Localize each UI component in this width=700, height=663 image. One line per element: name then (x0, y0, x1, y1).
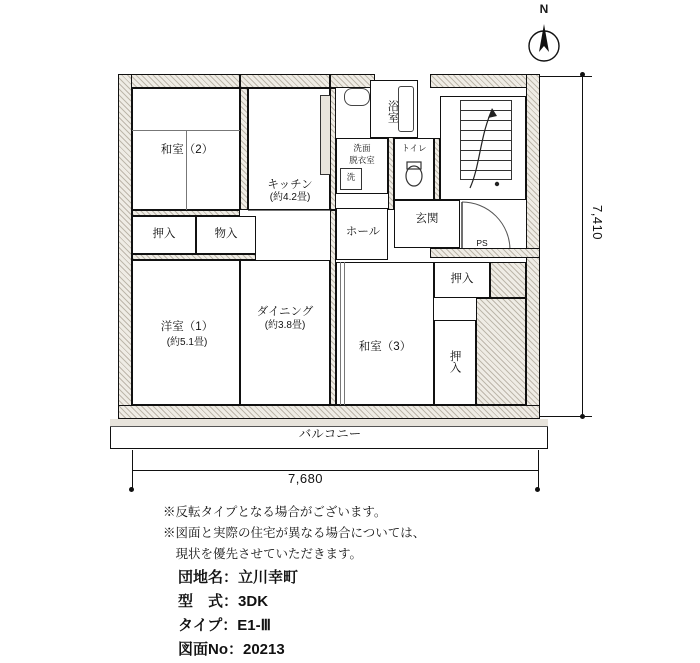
wall-top-kitchen (330, 74, 375, 88)
label-ps: PS (476, 238, 488, 248)
label-oshiire-right-bottom (448, 333, 461, 389)
label-yoshitsu1: 洋室（1） (160, 321, 214, 333)
wall-bottom-outer (118, 405, 540, 419)
wall-right-outer-lower (526, 254, 540, 419)
label-yokushitsu-2: 室 (386, 111, 399, 123)
wall-right-inner-block (476, 298, 526, 405)
spec-row-taipu (178, 613, 271, 639)
spec-key-danchi: 団地名： (178, 569, 239, 586)
spec-value-taipu: E1-Ⅲ (237, 617, 271, 634)
wall-ps-band (430, 248, 540, 258)
wall-left-outer (118, 74, 132, 419)
wall-right-corner-block (490, 262, 526, 298)
compass-needle-icon (528, 18, 560, 68)
label-yoshitsu1-size: (約5.1畳) (166, 337, 208, 348)
fusuma-line-1 (340, 262, 341, 405)
note-line-2: ※図面と実際の住宅が異なる場合については、 (163, 526, 426, 540)
room-dining (240, 260, 330, 405)
note-line-1: ※反転タイプとなる場合がございます。 (163, 505, 387, 519)
dim-ext-top (540, 76, 586, 77)
label-dining: ダイニング (256, 306, 314, 318)
wall-top-right (430, 74, 540, 88)
label-balcony: バルコニー (298, 427, 362, 441)
label-oshiire-left: 押入 (152, 228, 176, 240)
spec-value-zumen: 20213 (243, 641, 285, 658)
dim-value-height: 7,410 (590, 205, 605, 241)
label-yokushitsu (386, 88, 399, 134)
dim-line-vertical (582, 76, 583, 416)
label-senmen-2: 脱衣室 (349, 155, 375, 165)
label-dining-size: (約3.8畳) (264, 320, 306, 331)
label-senmen-1: 洗面 (353, 143, 371, 153)
balcony-rail (110, 419, 548, 427)
dim-ext-left (132, 450, 133, 490)
label-washitsu3: 和室（3） (358, 341, 412, 353)
room-washitsu3 (336, 262, 434, 405)
label-yokushitsu-1: 浴 (386, 99, 399, 111)
label-kitchen: キッチン (267, 179, 313, 191)
spec-row-danchi (178, 565, 298, 591)
sink-icon (344, 88, 370, 106)
label-toilet: トイレ (401, 143, 427, 153)
label-oshiire-right-top: 押入 (450, 273, 474, 285)
dim-value-width: 7,680 (288, 471, 324, 486)
bathtub-icon (398, 86, 414, 132)
spec-key-zumen: 図面No： (178, 641, 243, 658)
spec-value-type: 3DK (238, 593, 269, 610)
wall-washitsu2-kitchen (240, 88, 248, 210)
compass-rose (528, 2, 560, 68)
label-hall: ホール (345, 226, 381, 238)
dim-ext-right (538, 450, 539, 490)
spec-row-type (178, 589, 268, 615)
opening-kitchen-dining (248, 210, 330, 211)
label-genkan: 玄関 (415, 213, 439, 225)
wall-top-left (118, 74, 240, 88)
label-kitchen-size: (約4.2畳) (269, 192, 311, 203)
tatami-line-2 (186, 130, 187, 210)
toilet-icon (402, 160, 426, 192)
spec-key-type: 型 式： (178, 593, 239, 610)
fusuma-line-2 (344, 262, 345, 405)
label-washitsu2: 和室（2） (160, 144, 214, 156)
label-oshiire-rb-2: 入 (448, 361, 461, 373)
compass-north-label: N (539, 2, 549, 16)
dim-line-horizontal (132, 470, 538, 471)
stair-direction-arrow-icon (440, 96, 526, 200)
spec-key-taipu: タイプ： (178, 617, 238, 634)
label-monoire: 物入 (214, 228, 238, 240)
wall-right-outer-upper (526, 74, 540, 254)
note-line-3: 現状を優先させていただきます。 (163, 547, 363, 561)
label-oshiire-rb-1: 押 (448, 349, 461, 361)
dim-ext-bottom (540, 416, 586, 417)
spec-value-danchi: 立川幸町 (238, 569, 299, 586)
wall-top-mid (240, 74, 330, 88)
label-sen: 洗 (346, 172, 356, 182)
